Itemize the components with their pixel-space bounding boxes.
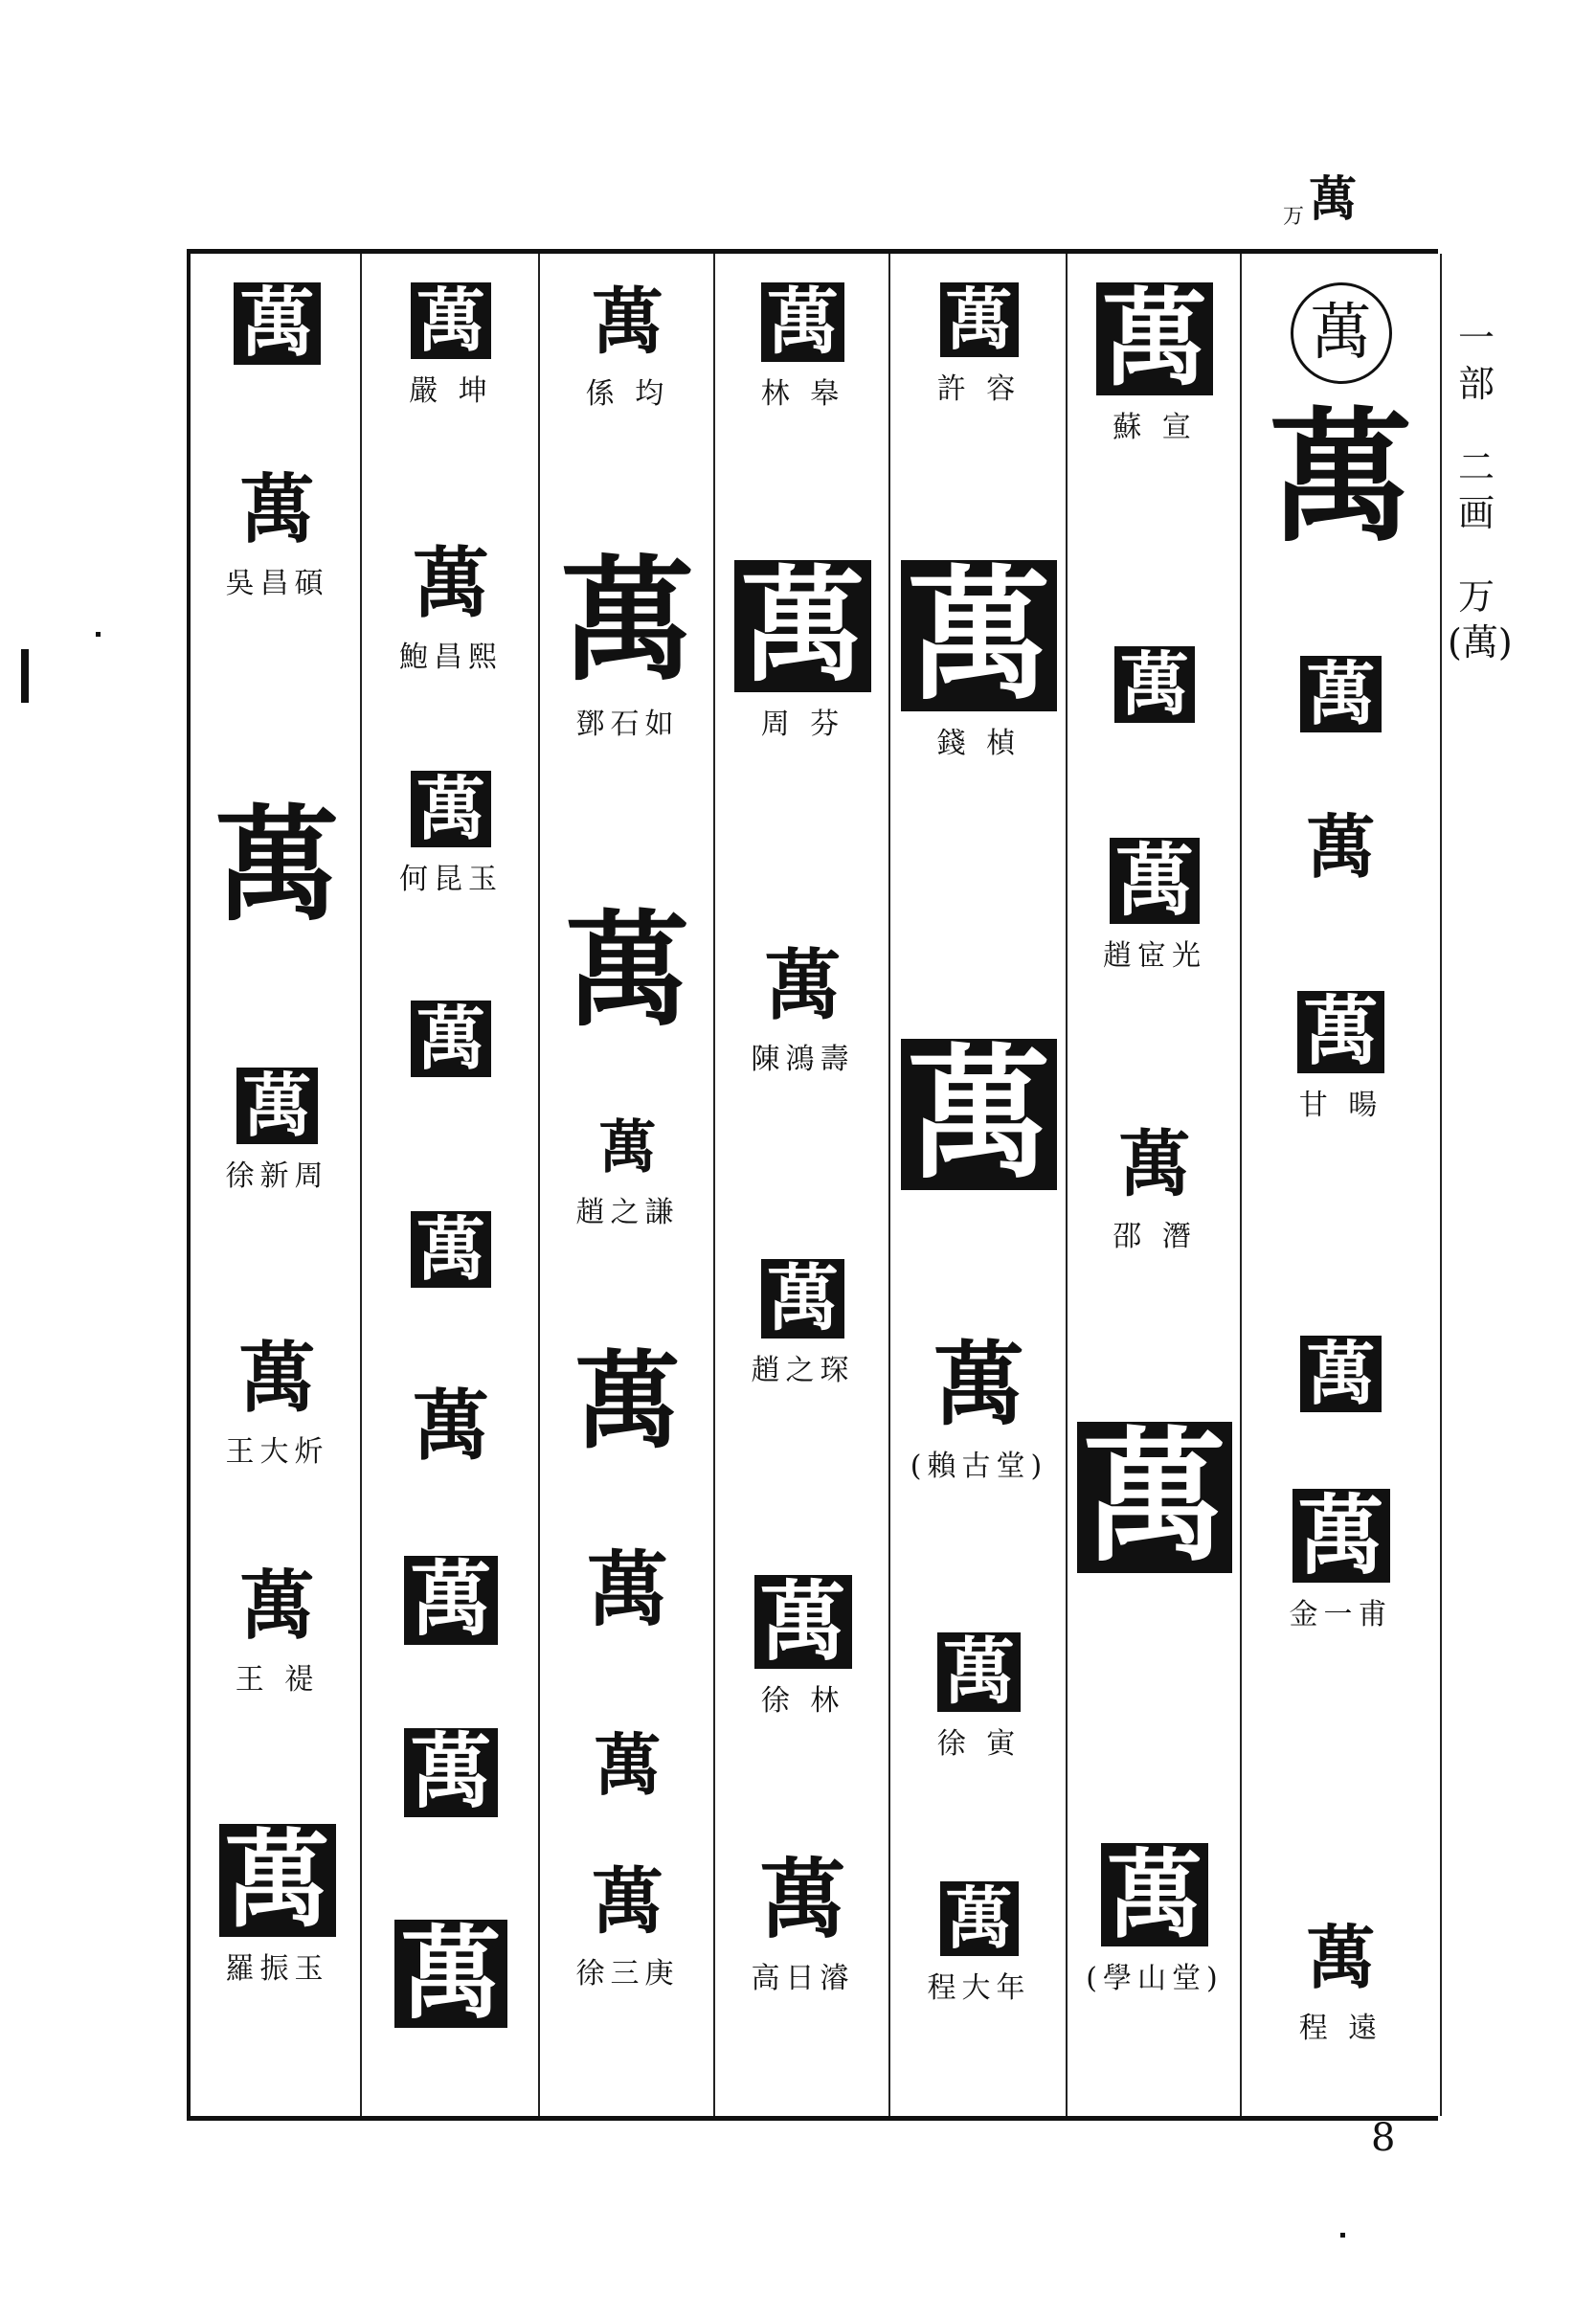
seal-artist-label: 王大炘 [225,1435,329,1469]
seal-impression: 萬 [591,280,663,364]
seal-column [1240,254,1442,2116]
side-radical: 一部 [1457,317,1495,405]
seal-impression: 萬 [761,282,844,362]
seal-artist-label: 係 均 [585,377,670,411]
seal-entry [362,1914,540,2033]
seal-impression: 萬 [234,282,320,365]
seal-artist-label: (學山堂) [1086,1962,1224,1995]
seal-impression: 萬 [754,1575,852,1669]
seal-impression: 萬 [413,1381,489,1471]
seal-artist-label: 許 容 [936,372,1022,406]
seal-entry [540,282,715,412]
seal-impression: 萬 [1114,646,1195,723]
seal-impression: 萬 [933,1332,1024,1438]
seal-artist-label: 錢 楨 [936,727,1022,760]
seal-artist-label: 王 禔 [235,1663,320,1697]
seal-impression: 萬 [1306,1917,1376,1998]
seal-impression: 萬 [239,466,315,553]
seal-artist-label: 趙之謙 [575,1196,680,1229]
seal-impression: 萬 [239,1563,315,1650]
seal-column [1066,254,1242,2116]
seal-entry [362,538,540,675]
seal-entry [191,792,364,938]
seal-artist-label: 徐 寅 [936,1727,1022,1761]
seal-artist-label: 趙宧光 [1103,939,1206,973]
seal-column [187,254,364,2116]
seal-impression: 萬 [761,1259,844,1338]
seal-impression: 萬 [940,1881,1019,1956]
seal-entry [890,282,1068,407]
seal-entry [362,1724,540,1820]
page-header [1283,161,1357,230]
seal-entry [715,552,890,742]
page-number: 8 [1371,2116,1396,2160]
seal-impression: 萬 [394,1920,506,2028]
seal-entry [540,1859,715,1991]
seal-entry [890,1878,1068,2006]
seal-artist-label: 程大年 [927,1971,1031,2005]
seal-artist-label: 周 芬 [760,708,845,741]
seal-artist-label: (賴古堂) [910,1450,1048,1483]
seal-entry [1068,1838,1242,1996]
seal-artist-label: 邵 潛 [1113,1220,1197,1253]
side-char: 万 [1457,575,1495,618]
seal-impression: 萬 [901,1039,1056,1190]
seal-artist-label: 羅振玉 [225,1952,329,1986]
seal-entry [715,1571,890,1719]
scan-mark [21,649,29,703]
seal-entry [890,1632,1068,1762]
seal-impression: 萬 [901,560,1056,711]
seal-impression: 萬 [1291,282,1392,384]
seal-entry [191,1818,364,1987]
seal-artist-label: 甘 暘 [1298,1089,1383,1122]
seal-impression: 萬 [219,1824,336,1937]
side-stroke-count: 二画 [1457,446,1495,534]
seal-artist-label: 林 皋 [760,377,845,411]
seal-impression: 萬 [598,1114,657,1181]
seal-artist-label: 嚴 坤 [409,374,493,408]
seal-entry [540,543,715,742]
seal-entry [191,1333,364,1470]
seal-entry [1242,806,1440,888]
seal-impression: 萬 [937,1632,1021,1712]
seal-artist-label: 鄧石如 [575,708,680,741]
seal-impression: 萬 [411,1001,491,1077]
seal-impression: 萬 [1306,806,1376,888]
seal-column [538,254,715,2116]
seal-impression: 萬 [1293,1489,1390,1583]
seal-artist-label: 陳鴻壽 [751,1043,855,1076]
seal-impression: 萬 [591,1859,663,1944]
seal-entry [191,1065,364,1194]
seal-impression: 萬 [560,543,695,700]
scan-dot [1340,2233,1345,2238]
seal-entry [1242,988,1440,1123]
seal-entry [1068,835,1242,974]
seal-impression: 萬 [759,1849,846,1950]
seal-entry [1242,1333,1440,1414]
seal-entry [191,466,364,601]
seal-entry [1068,277,1242,445]
seal-entry [540,897,715,1044]
seal-entry [191,1565,364,1698]
seal-entry [540,1339,715,1463]
seal-entry [1068,1413,1242,1582]
seal-entry [362,998,540,1079]
seal-impression: 萬 [411,1211,491,1288]
seal-artist-label: 徐 林 [760,1684,845,1718]
seal-impression: 萬 [1300,656,1381,732]
header-traditional-char: 萬 [1309,170,1358,227]
seal-artist-label: 徐三庚 [575,1957,680,1991]
seal-artist-label: 高日濬 [751,1962,855,1995]
seal-artist-label: 鮑昌熙 [399,641,503,674]
seal-impression: 萬 [404,1556,497,1645]
seal-entry [1242,394,1440,562]
seal-impression: 萬 [1269,394,1413,562]
seal-artist-label: 吳昌碩 [225,567,329,600]
seal-entry [715,282,890,412]
seal-artist-label: 金一甫 [1289,1598,1393,1631]
seal-column [713,254,890,2116]
seal-artist-label: 徐新周 [225,1159,329,1193]
seal-entry [362,768,540,897]
seal-entry [540,1542,715,1638]
seal-entry [715,1256,890,1388]
seal-artist-label: 程 遠 [1298,2012,1383,2045]
seal-impression: 萬 [238,1333,316,1423]
side-char-traditional: (萬) [1448,620,1513,664]
seal-table [187,249,1438,2121]
seal-entry [890,1332,1068,1484]
seal-artist-label: 何昆玉 [399,863,503,896]
seal-entry [1068,1122,1242,1254]
header-simplified-char: 万 [1283,205,1305,229]
seal-impression: 萬 [1101,1843,1208,1946]
seal-entry [540,1725,715,1805]
seal-impression: 萬 [764,940,842,1030]
seal-entry [1242,1485,1440,1632]
seal-column [888,254,1068,2116]
seal-entry [1242,1917,1440,2046]
seal-entry [715,1849,890,1996]
seal-entry [191,282,364,365]
seal-impression: 萬 [940,282,1019,357]
seal-column [360,254,540,2116]
seal-impression: 萬 [411,282,491,359]
seal-impression: 萬 [586,1542,668,1638]
seal-impression: 萬 [1096,282,1213,395]
seal-impression: 萬 [214,792,340,938]
seal-impression: 萬 [236,1068,317,1144]
seal-impression: 萬 [1300,1336,1381,1412]
seal-impression: 萬 [574,1339,681,1463]
seal-impression: 萬 [1297,991,1383,1073]
seal-entry [362,282,540,409]
seal-entry [1242,653,1440,734]
seal-impression: 萬 [411,771,491,847]
seal-entry [890,551,1068,761]
side-index [1448,316,1513,665]
seal-entry [362,1208,540,1290]
seal-entry [1242,282,1440,384]
seal-entry [540,1115,715,1230]
seal-impression: 萬 [734,560,870,692]
seal-impression: 萬 [1118,1122,1191,1206]
seal-entry [362,1381,540,1471]
seal-entry [890,1030,1068,1199]
seal-impression: 萬 [1110,838,1200,924]
seal-impression: 萬 [413,538,489,628]
seal-impression: 萬 [1077,1422,1232,1573]
seal-entry [362,1552,540,1648]
seal-entry [715,940,890,1077]
seal-impression: 萬 [594,1725,662,1805]
seal-entry [1068,643,1242,725]
seal-impression: 萬 [404,1728,497,1817]
scan-dot [96,632,101,637]
seal-artist-label: 趙之琛 [751,1354,855,1387]
seal-impression: 萬 [565,897,690,1044]
seal-artist-label: 蘇 宣 [1113,411,1197,444]
